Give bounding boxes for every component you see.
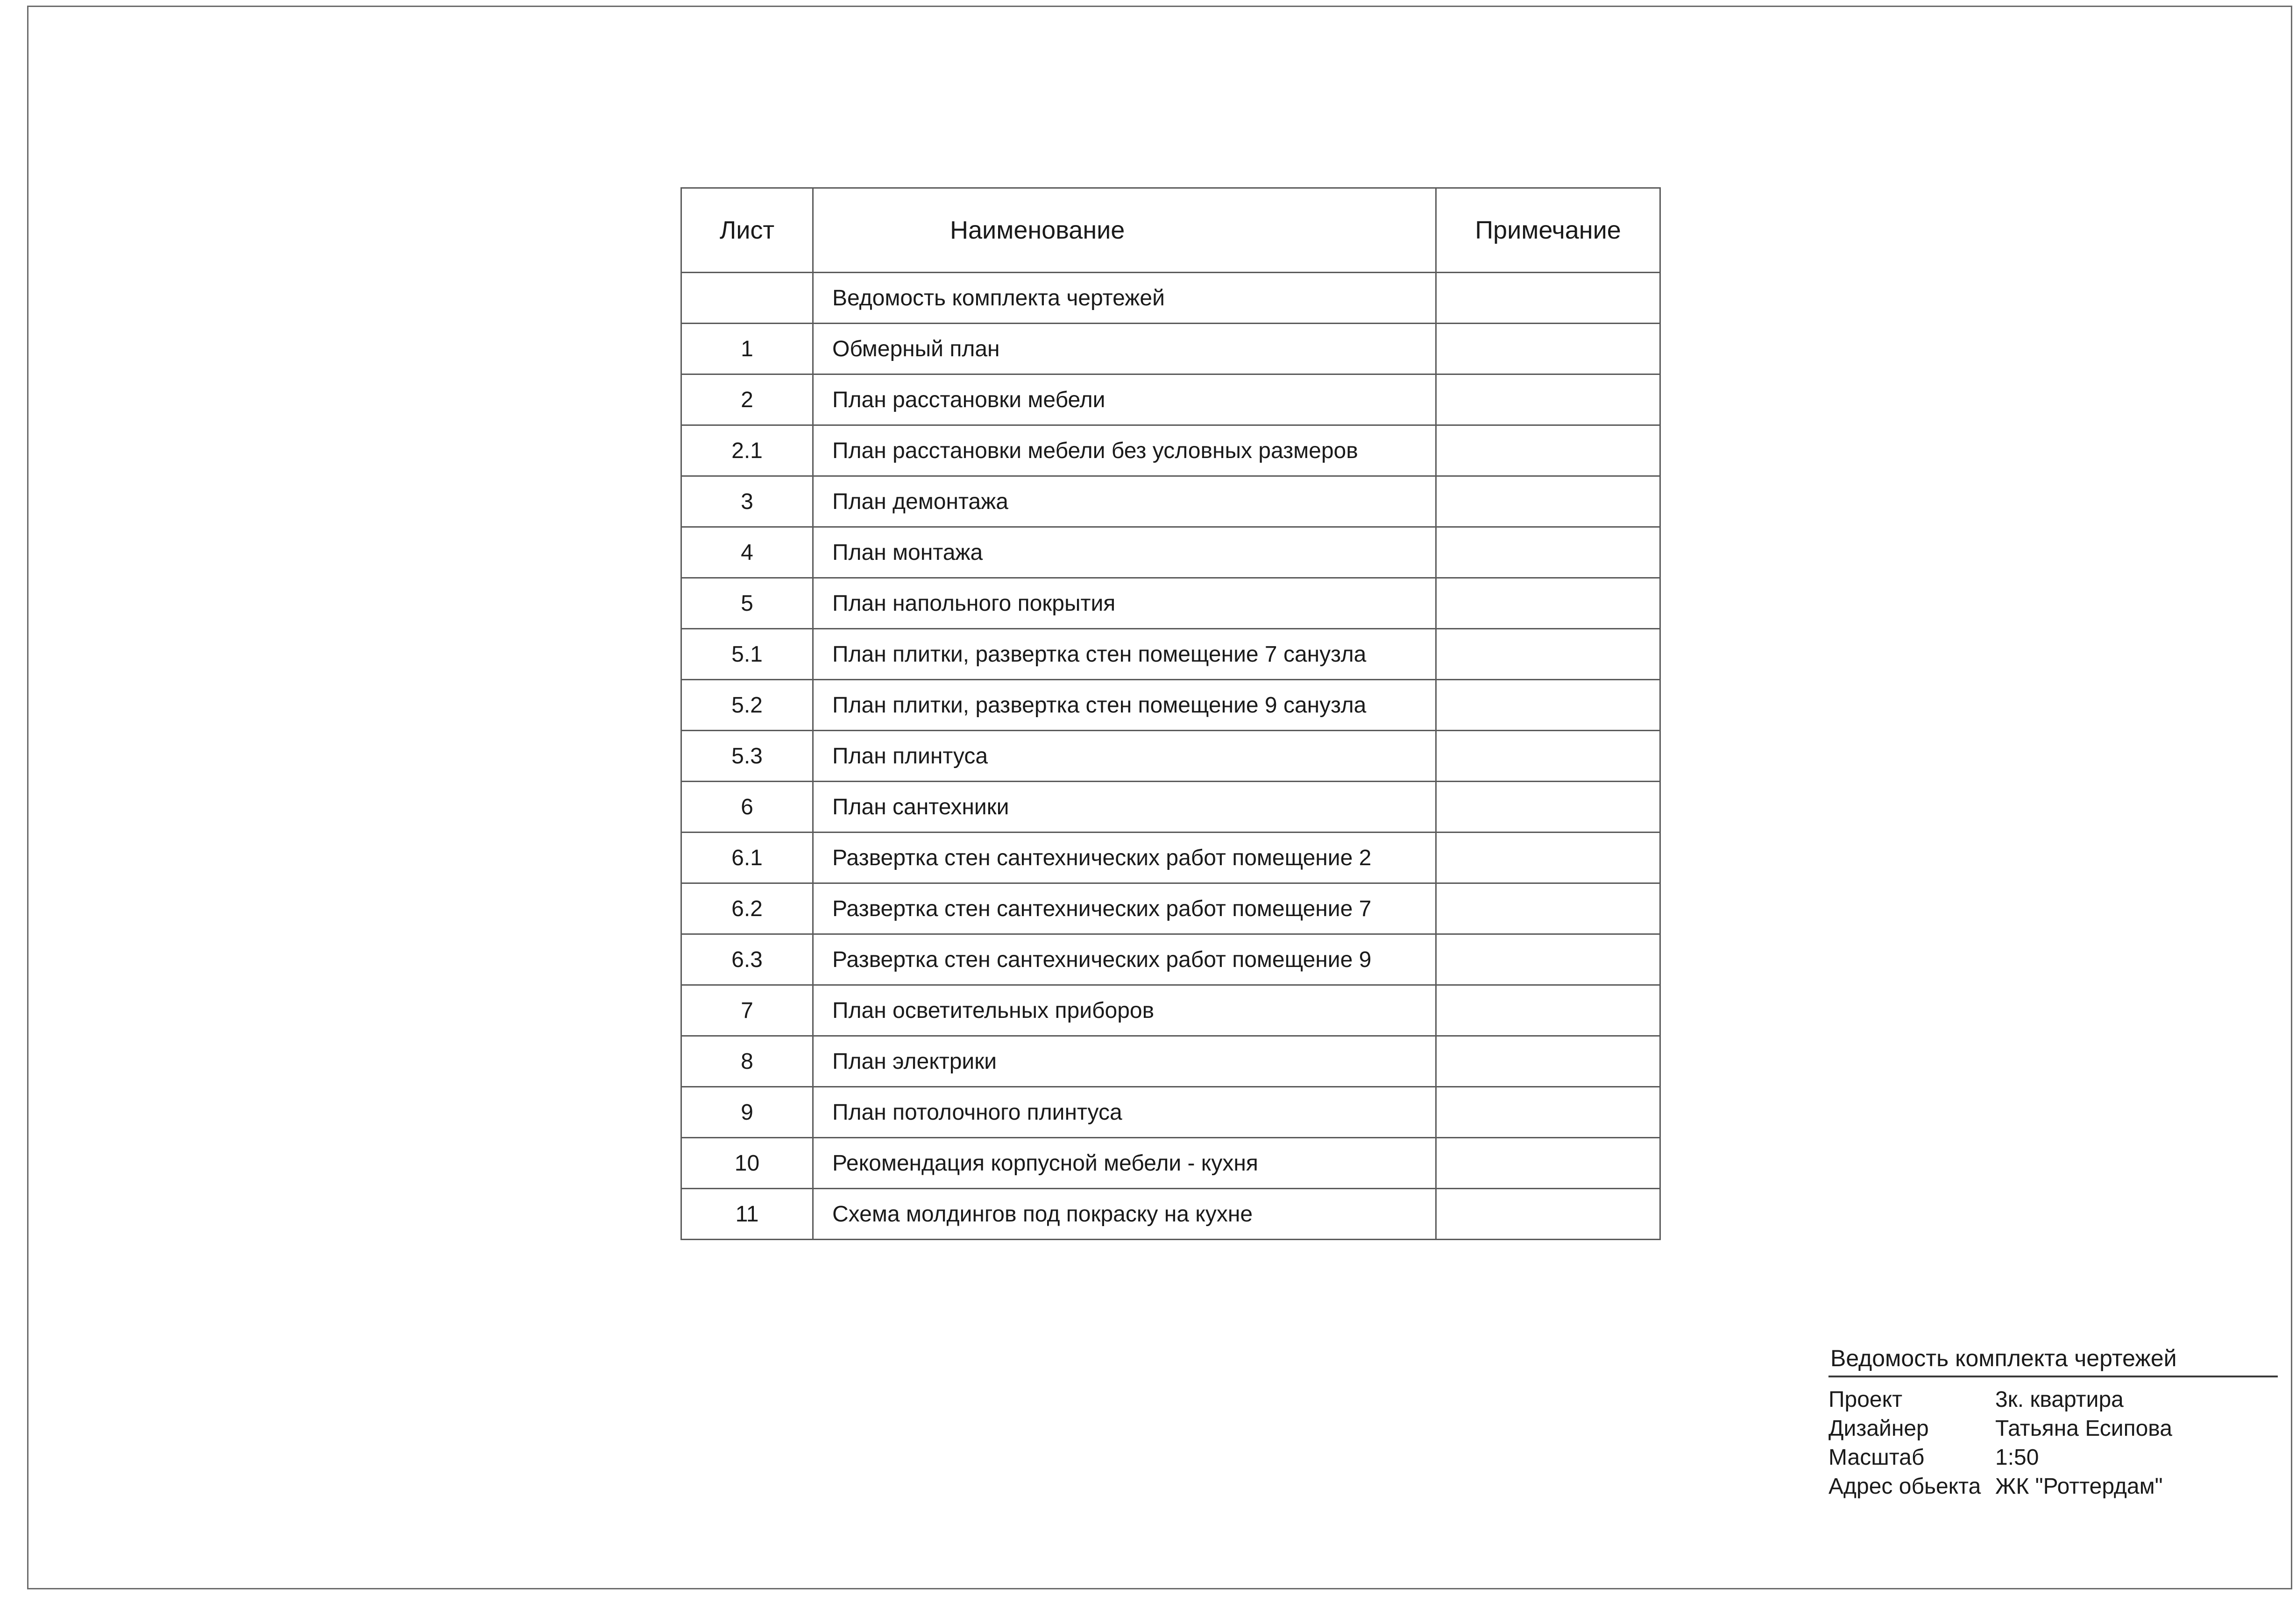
sheet-name: План расстановки мебели без условных размеров [813,425,1436,476]
table-header-row [681,188,1660,273]
table-row [681,578,1660,629]
sheet-name: План плинтуса [813,731,1436,782]
sheet-note [1436,324,1660,374]
sheet-note [1436,1138,1660,1189]
header-name: Наименование [813,188,1436,273]
sheet-number: 5.2 [681,680,813,731]
table-body [681,273,1660,1240]
drawing-list-table [680,187,1661,1240]
sheet-note [1436,1189,1660,1240]
sheet-note [1436,374,1660,425]
sheet-note [1436,985,1660,1036]
table-row [681,324,1660,374]
table-row [681,833,1660,883]
title-block [1828,1345,2278,1501]
table-row [681,934,1660,985]
table-row [681,731,1660,782]
table-row [681,680,1660,731]
sheet-number: 2 [681,374,813,425]
sheet-number: 4 [681,527,813,578]
sheet-name: План сантехники [813,782,1436,833]
sheet-number: 9 [681,1087,813,1138]
sheet-name: План электрики [813,1036,1436,1087]
sheet-note [1436,1036,1660,1087]
sheet-number: 6.2 [681,883,813,934]
sheet-note [1436,629,1660,680]
title-block-label: Дизайнер [1828,1416,1929,1441]
title-block-row-address [1828,1472,2278,1501]
table-row [681,1189,1660,1240]
sheet-name: План расстановки мебели [813,374,1436,425]
sheet-number: 6 [681,782,813,833]
title-block-label: Адрес обьекта [1828,1474,1981,1499]
sheet-note [1436,731,1660,782]
header-sheet: Лист [681,188,813,273]
sheet-number [681,273,813,324]
sheet-number: 11 [681,1189,813,1240]
title-block-value: Татьяна Есипова [1995,1416,2172,1441]
table-row [681,629,1660,680]
sheet-name: План осветительных приборов [813,985,1436,1036]
table-row [681,374,1660,425]
sheet-name: Развертка стен сантехнических работ помещение 2 [813,833,1436,883]
table-row [681,476,1660,527]
sheet-note [1436,527,1660,578]
sheet-name: План монтажа [813,527,1436,578]
sheet-name: Развертка стен сантехнических работ помещение 9 [813,934,1436,985]
table-row [681,527,1660,578]
title-block-value: 3к. квартира [1995,1387,2124,1412]
sheet-note [1436,934,1660,985]
title-block-value: ЖК "Роттердам" [1995,1474,2163,1499]
sheet-number: 5 [681,578,813,629]
sheet-name: Ведомость комплекта чертежей [813,273,1436,324]
sheet-number: 3 [681,476,813,527]
sheet-note [1436,680,1660,731]
sheet-name: Обмерный план [813,324,1436,374]
sheet-name: План плитки, развертка стен помещение 7 санузла [813,629,1436,680]
sheet-number: 2.1 [681,425,813,476]
sheet-number: 5.3 [681,731,813,782]
sheet-name: Рекомендация корпусной мебели - кухня [813,1138,1436,1189]
sheet-note [1436,1087,1660,1138]
table-row [681,1087,1660,1138]
title-block-row-project [1828,1385,2278,1414]
title-block-label: Масштаб [1828,1445,1925,1470]
sheet-name: Схема молдингов под покраску на кухне [813,1189,1436,1240]
title-block-row-designer [1828,1414,2278,1443]
sheet-number: 10 [681,1138,813,1189]
title-block-heading: Ведомость комплекта чертежей [1828,1345,2278,1377]
sheet-note [1436,476,1660,527]
sheet-name: План напольного покрытия [813,578,1436,629]
sheet-note [1436,273,1660,324]
sheet-name: План демонтажа [813,476,1436,527]
sheet-note [1436,833,1660,883]
sheet-note [1436,425,1660,476]
table-row [681,782,1660,833]
sheet-number: 8 [681,1036,813,1087]
sheet-note [1436,883,1660,934]
table-row [681,985,1660,1036]
title-block-value: 1:50 [1995,1445,2039,1470]
sheet-number: 7 [681,985,813,1036]
table-row [681,1138,1660,1189]
sheet-note [1436,578,1660,629]
title-block-label: Проект [1828,1387,1903,1412]
sheet-number: 6.3 [681,934,813,985]
table-row [681,883,1660,934]
sheet-note [1436,782,1660,833]
sheet-number: 5.1 [681,629,813,680]
sheet-number: 6.1 [681,833,813,883]
sheet-name: План потолочного плинтуса [813,1087,1436,1138]
title-block-row-scale [1828,1443,2278,1472]
header-note: Примечание [1436,188,1660,273]
table-row [681,425,1660,476]
sheet-number: 1 [681,324,813,374]
sheet-name: Развертка стен сантехнических работ помещение 7 [813,883,1436,934]
table-row [681,273,1660,324]
table-row [681,1036,1660,1087]
sheet-name: План плитки, развертка стен помещение 9 санузла [813,680,1436,731]
